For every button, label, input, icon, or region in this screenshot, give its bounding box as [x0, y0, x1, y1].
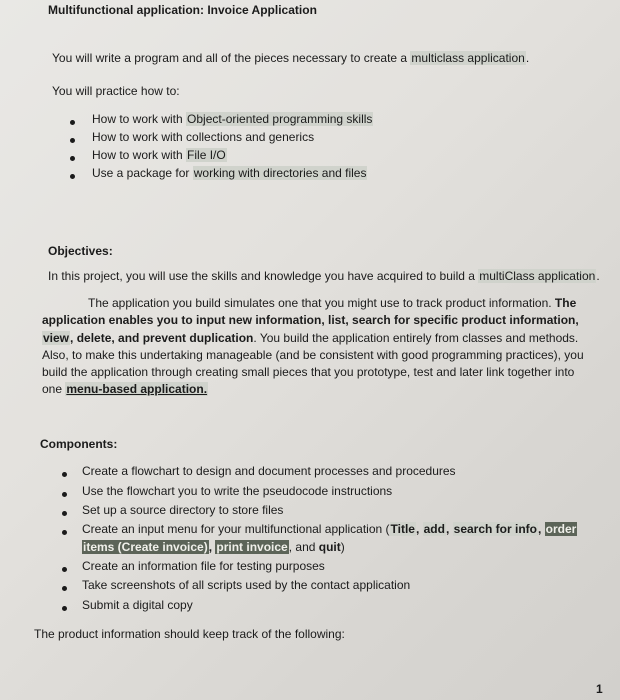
practice-heading: You will practice how to:: [52, 84, 180, 98]
list-item: Use the flowchart you to write the pseudocode instructions: [82, 484, 393, 498]
page-number: 1: [596, 682, 603, 696]
bullet-icon: [62, 567, 67, 572]
bullet-icon: [62, 511, 67, 516]
bullet-icon: [62, 492, 67, 497]
list-item: Set up a source directory to store files: [82, 503, 284, 517]
list-item: How to work with collections and generics: [92, 130, 315, 144]
list-item-menu: Create an input menu for your multifunctional application (Title, add, search for info, order items (Create invoice), print invoice, and quit): [82, 522, 577, 554]
objectives-heading: Objectives:: [48, 244, 113, 258]
menu-based-application: menu-based application.: [66, 382, 208, 397]
list-item: How to work with File I/O: [92, 148, 226, 162]
bullet-icon: [70, 156, 75, 161]
list-item: Create an information file for testing purposes: [82, 559, 325, 573]
bullet-icon: [62, 530, 67, 535]
bullet-icon: [70, 174, 75, 179]
footer-text: The product information should keep track of the following:: [34, 627, 345, 641]
highlight-multiclass: multiclass application: [411, 51, 525, 65]
bullet-icon: [62, 472, 67, 477]
list-item: Use a package for working with directories and files: [92, 166, 367, 180]
intro-line: You will write a program and all of the pieces necessary to create a multiclass application.: [52, 51, 530, 65]
objectives-line: In this project, you will use the skills and knowledge you have acquired to build a multiClass application.: [48, 269, 600, 283]
bullet-icon: [70, 120, 75, 125]
bullet-icon: [62, 606, 67, 611]
bullet-icon: [70, 138, 75, 143]
document-title: Multifunctional application: Invoice Application: [48, 3, 317, 17]
list-item: How to work with Object-oriented programming skills: [92, 112, 373, 126]
components-heading: Components:: [40, 437, 118, 451]
list-item: Take screenshots of all scripts used by the contact application: [82, 578, 411, 592]
bullet-icon: [62, 586, 67, 591]
list-item: Create a flowchart to design and document processes and procedures: [82, 464, 456, 478]
objectives-paragraph: The application you build simulates one that you might use to track product information. The application enables you to input new information, list, search for specific product information, view, delete, and prevent duplication. You build the application entirely from classes and methods. Also, to make this undertaking manageable (and be consistent with good programming practices), you build the application through creating small pieces that you prototype, test and later link together into one menu-based application.: [42, 296, 584, 397]
list-item: Submit a digital copy: [82, 598, 193, 612]
